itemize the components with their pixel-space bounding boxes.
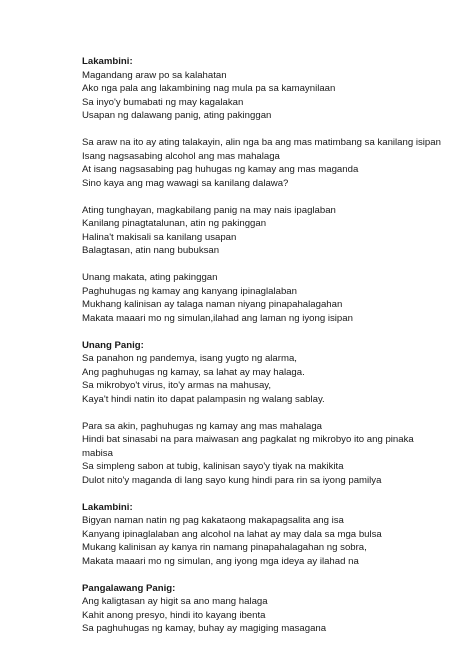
verse-line: Makata maaari mo ng simulan, ang iyong mga ideya ay ilahad na [82,555,359,567]
verse-line: Halina't makisali sa kanilang usapan [82,231,237,243]
stanza [82,420,462,488]
verse-line: Sino kaya ang mag wawagi sa kanilang dalawa? [82,177,289,189]
document-page [82,55,462,649]
verse-line: Sa simpleng sabon at tubig, kalinisan sayo'y tiyak na makikita [82,461,344,472]
verse-line: Unang makata, ating pakinggan [82,272,218,283]
verse-line: Para sa akin, paghuhugas ng kamay ang mas mahalaga [82,420,322,432]
stanza [82,271,462,325]
verse-line: Kahit anong presyo, hindi ito kayang ibenta [82,609,266,621]
stanza [82,204,462,258]
stanza [82,582,462,636]
verse-line: Sa paghuhugas ng kamay, buhay ay magiging masagana [82,623,327,634]
stanza [82,339,462,407]
verse-line: mabisa [82,447,113,459]
verse-line: Sa mikrobyo't virus, ito'y armas na mahusay, [82,380,272,391]
verse-line: Ako nga pala ang lakambining nag mula pa sa kamaynilaan [82,83,336,94]
verse-line: Mukang kalinisan ay kanya rin namang pinapahalagahan ng sobra, [82,542,367,553]
stanza [82,501,462,569]
verse-line: Paghuhugas ng kamay ang kanyang ipinaglalaban [82,285,297,297]
verse-line: Ang paghuhugas ng kamay, sa lahat ay may halaga. [82,366,305,378]
stanza [82,136,462,190]
verse-line: Mukhang kalinisan ay talaga naman niyang pinapahalagahan [82,299,343,310]
verse-line: Hindi bat sinasabi na para maiwasan ang pagkalat ng mikrobyo ito ang pinaka [82,434,414,445]
verse-line: Ating tunghayan, magkabilang panig na may nais ipaglaban [82,204,336,216]
verse-line: Sa panahon ng pandemya, isang yugto ng alarma, [82,353,297,364]
verse-line: Makata maaari mo ng simulan,ilahad ang laman ng iyong isipan [82,312,353,324]
verse-line: Kanyang ipinaglalaban ang alcohol na lahat ay may dala sa mga bulsa [82,528,382,540]
verse-line: Magandang araw po sa kalahatan [82,69,227,81]
verse-line: Kaya't hindi natin ito dapat palampasin ng walang sablay. [82,393,325,405]
verse-line: Usapan ng dalawang panig, ating pakinggan [82,110,272,121]
speaker-heading: Lakambini: [82,501,133,513]
verse-line: Sa inyo'y bumabati ng may kagalakan [82,96,244,108]
speaker-heading: Unang Panig: [82,339,144,351]
speaker-heading: Pangalawang Panig: [82,582,176,594]
stanza [82,55,462,123]
verse-line: Ang kaligtasan ay higit sa ano mang halaga [82,596,268,607]
verse-line: Isang nagsasabing alcohol ang mas mahalaga [82,150,280,162]
verse-line: Sa araw na ito ay ating talakayin, alin nga ba ang mas matimbang sa kanilang isipan [82,137,441,148]
verse-line: At isang nagsasabing pag huhugas ng kamay ang mas maganda [82,164,359,175]
verse-line: Balagtasan, atin nang bubuksan [82,245,220,256]
speaker-heading: Lakambini: [82,56,133,67]
verse-line: Bigyan naman natin ng pag kakataong makapagsalita ang isa [82,515,344,526]
verse-line: Kanilang pinagtatalunan, atin ng pakinggan [82,218,267,229]
verse-line: Dulot nito'y maganda di lang sayo kung hindi para rin sa iyong pamilya [82,474,382,486]
